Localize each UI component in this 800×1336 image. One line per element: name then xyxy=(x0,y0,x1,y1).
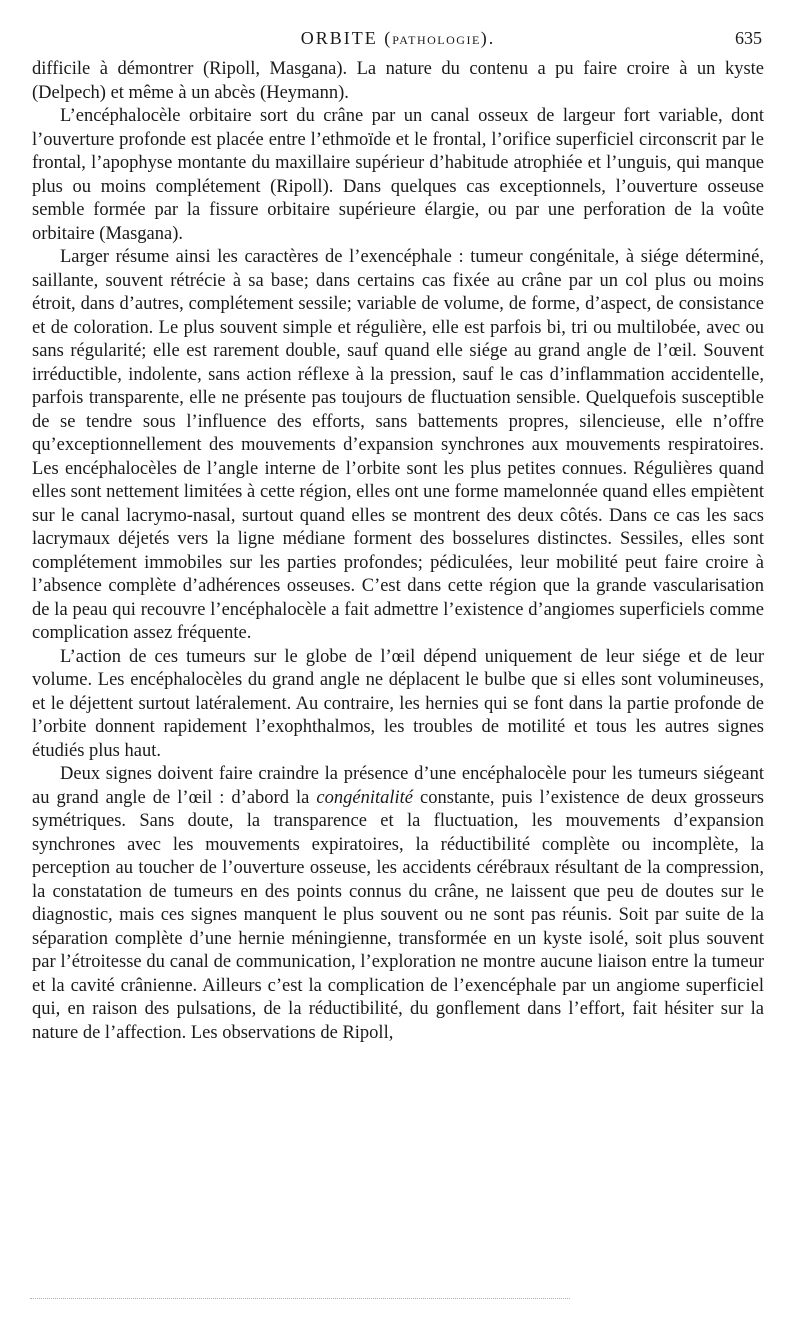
page-header xyxy=(34,28,762,52)
paragraph-text: L’action de ces tumeurs sur le globe de l’œil dépend uniquement de leur siége et de leur volume. Les encéphalocèles du grand angle ne déplacent le bulbe que si elles sont volumineuses, et le déjettent surtout latéralement. Au contraire, les hernies qui se font dans la partie profonde de l’orbite donnent rapidement l’exophthalmos, les troubles de motilité et tous les autres signes étudiés plus haut. xyxy=(32,646,764,761)
paragraph-text: difficile à démontrer (Ripoll, Masgana). La nature du contenu a pu faire croire à un kyste (Delpech) et même à un abcès (Heymann). xyxy=(32,59,764,103)
paragraph xyxy=(32,646,764,764)
running-title-main: ORBITE ( xyxy=(300,28,393,48)
paragraph xyxy=(32,105,764,246)
paragraph-text: constante, puis l’existence de deux grosseurs symétriques. Sans doute, la transparence et la fluctuation, les mouvements d’expansion synchrones avec les mouvements expiratoires, la réductibilité complète ou incomplète, la perception au toucher de l’ouverture osseuse, les accidents cérébraux résultant de la compression, la constatation de tumeurs en des points connus du crâne, ne laissent que peu de doutes sur le diagnostic, mais ces signes manquent le plus souvent ou ne sont pas réunis. Soit par suite de la séparation complète d’une hernie méningienne, transformée en un kyste isolé, soit plus souvent par l’étroitesse du canal de communication, l’exploration ne montre aucune liaison entre la tumeur et la cavité crânienne. Ailleurs c’est la complication de l’exencéphale par un angiome superficiel qui, en raison des pulsations, de la réductibilité, du gonflement dans l’effort, fait hésiter sur la nature de l’affection. Les observations de Ripoll, xyxy=(32,787,764,1043)
footer-rule xyxy=(30,1298,570,1299)
italic-text: congénitalité xyxy=(316,787,413,808)
body-text xyxy=(32,58,764,1045)
paragraph-text: Larger résume ainsi les caractères de l’exencéphale : tumeur congénitale, à siége déterminé, saillante, souvent rétrécie à sa base; dans certains cas fixée au crâne par un col plus ou moins étroit, dans d’autres, complétement sessile; variable de volume, de forme, d’aspect, de consistance et de coloration. Le plus souvent simple et régulière, elle est parfois bi, tri ou multilobée, avec ou sans régularité; elle est rarement double, sauf quand elle siége au grand angle de l’œil. Souvent irréductible, indolente, sans action réflexe à la pression, sauf le cas d’inflammation accidentelle, parfois transparente, elle ne présente pas toujours de fluctuation sensible. Quelquefois susceptible de se tendre sous l’influence des efforts, sans battements propres, silencieuse, elle n’offre qu’exceptionnellement des mouvements d’expansion synchrones aux mouvements respiratoires. Les encéphalocèles de l’angle interne de l’orbite sont les plus petites connues. Régulières quand elles sont nettement limitées à cette région, elles ont une forme mamelonnée quand elles empiètent sur le canal lacrymo-nasal, surtout quand elles se montrent des deux côtés. Dans ce cas les sacs lacrymaux déjetés vers la ligne médiane forment des bosselures distinctes. Sessiles, elles sont complétement immobiles sur les parties profondes; pédiculées, leur mobilité peut faire croire à l’absence complète d’adhérences osseuses. C’est dans cette région que la grande vascularisation de la peau qui recouvre l’encéphalocèle a fait admettre l’existence d’angiomes superficiels comme complication assez fréquente. xyxy=(32,247,764,643)
running-title xyxy=(34,28,762,49)
paragraph-text: L’encéphalocèle orbitaire sort du crâne par un canal osseux de largeur fort variable, dont l’ouverture profonde est placée entre l’ethmoïde et le frontal, l’orifice superficiel circonscrit par le frontal, l’apophyse montante du maxillaire supérieur d’habitude atrophiée et l’unguis, qui manque plus ou moins complétement (Ripoll). Dans quelques cas exceptionnels, l’ouverture osseuse semble formée par la fissure orbitaire supérieure élargie, ou par une perforation de la voûte orbitaire (Masgana). xyxy=(32,106,764,244)
paragraph xyxy=(32,763,764,1045)
running-title-subtitle: PATHOLOGIE xyxy=(392,33,481,47)
paragraph-text: Deux signes doivent faire craindre la présence d’une encéphalocèle pour les tumeurs siégeant au grand angle de l’œil : d’abord la xyxy=(32,764,764,808)
paragraph xyxy=(32,246,764,646)
page-number: 635 xyxy=(735,28,762,48)
paragraph xyxy=(32,58,764,105)
running-title-end: ). xyxy=(480,28,496,48)
